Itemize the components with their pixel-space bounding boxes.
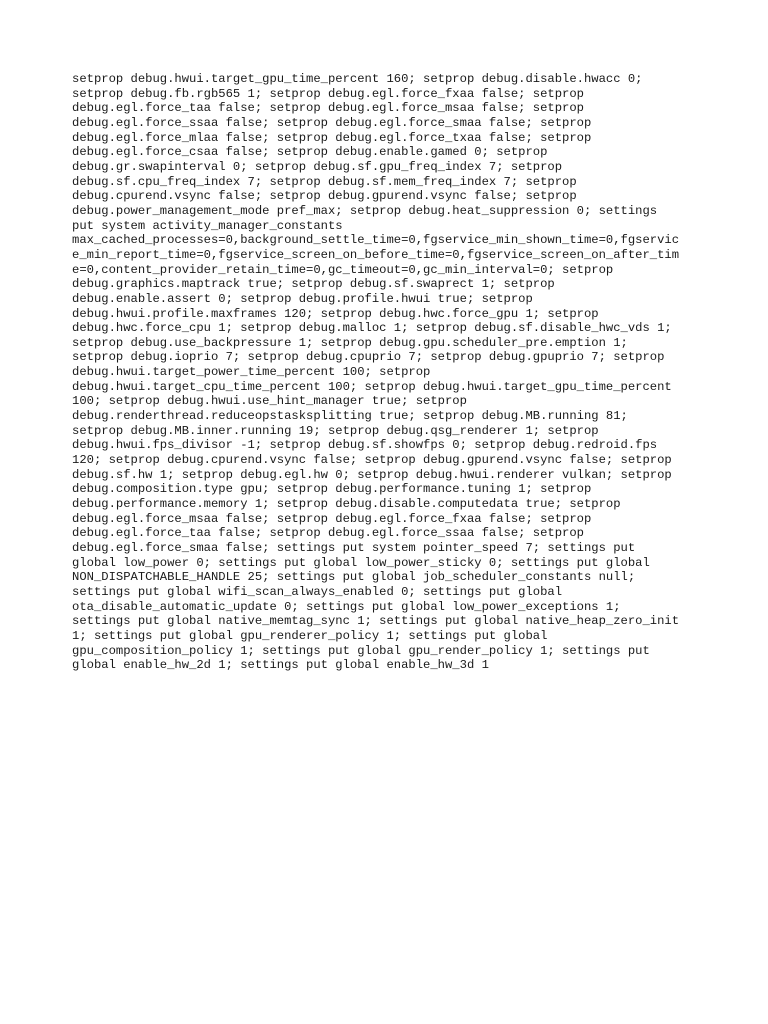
text-line: debug.enable.assert 0; setprop debug.profile.hwui true; setprop [72, 291, 533, 306]
text-line: ota_disable_automatic_update 0; settings put global low_power_exceptions 1; [72, 599, 621, 614]
text-line: debug.egl.force_taa false; setprop debug.egl.force_ssaa false; setprop [72, 526, 584, 541]
text-line: debug.egl.force_taa false; setprop debug.egl.force_msaa false; setprop [72, 101, 584, 116]
text-line: 120; setprop debug.cpurend.vsync false; setprop debug.gpurend.vsync false; setprop [72, 453, 672, 468]
text-line: debug.egl.force_smaa false; settings put system pointer_speed 7; settings put [72, 541, 636, 555]
text-line: settings put global wifi_scan_always_enabled 0; settings put global [72, 584, 563, 599]
text-line: debug.egl.force_mlaa false; setprop debug.egl.force_txaa false; setprop [72, 130, 592, 145]
text-line: setprop debug.ioprio 7; setprop debug.cpuprio 7; setprop debug.gpuprio 7; setprop [72, 350, 665, 365]
text-line: e_min_report_time=0,fgservice_screen_on_before_time=0,fgservice_screen_on_after_tim [72, 247, 680, 262]
text-line: debug.graphics.maptrack true; setprop debug.sf.swaprect 1; setprop [72, 277, 555, 292]
text-line: settings put global native_memtag_sync 1; settings put global native_heap_zero_init [72, 614, 680, 629]
text-line: NON_DISPATCHABLE_HANDLE 25; settings put global job_scheduler_constants null; [72, 570, 636, 585]
text-line: setprop debug.MB.inner.running 19; setprop debug.qsg_renderer 1; setprop [72, 423, 599, 438]
text-line: setprop debug.hwui.target_gpu_time_percent 160; setprop debug.disable.hwacc 0; [72, 72, 643, 86]
text-line: debug.egl.force_ssaa false; setprop debug.egl.force_smaa false; setprop [72, 115, 592, 130]
text-line: setprop debug.fb.rgb565 1; setprop debug.egl.force_fxaa false; setprop [72, 86, 584, 101]
text-line: gpu_composition_policy 1; settings put global gpu_render_policy 1; settings put [72, 643, 650, 658]
text-line: debug.egl.force_csaa false; setprop debug.enable.gamed 0; setprop [72, 145, 548, 160]
text-line: put system activity_manager_constants [72, 218, 343, 233]
text-line: debug.gr.swapinterval 0; setprop debug.sf.gpu_freq_index 7; setprop [72, 159, 563, 174]
text-line: debug.power_management_mode pref_max; setprop debug.heat_suppression 0; settings [72, 203, 658, 218]
text-line: debug.composition.type gpu; setprop debug.performance.tuning 1; setprop [72, 482, 592, 497]
text-line: global enable_hw_2d 1; settings put global enable_hw_3d 1 [72, 658, 489, 673]
command-text-block [72, 72, 702, 673]
text-line: max_cached_processes=0,background_settle_time=0,fgservice_min_shown_time=0,fgservic [72, 233, 680, 248]
text-line: debug.sf.hw 1; setprop debug.egl.hw 0; setprop debug.hwui.renderer vulkan; setprop [72, 467, 672, 482]
text-line: debug.hwc.force_cpu 1; setprop debug.malloc 1; setprop debug.sf.disable_hwc_vds 1; [72, 321, 672, 336]
text-line: debug.hwui.target_power_time_percent 100; setprop [72, 365, 431, 380]
text-line: debug.egl.force_msaa false; setprop debug.egl.force_fxaa false; setprop [72, 511, 592, 526]
text-line: 100; setprop debug.hwui.use_hint_manager true; setprop [72, 394, 467, 409]
text-line: 1; settings put global gpu_renderer_policy 1; settings put global [72, 628, 548, 643]
text-line: debug.performance.memory 1; setprop debug.disable.computedata true; setprop [72, 497, 621, 512]
text-line: debug.hwui.fps_divisor -1; setprop debug.sf.showfps 0; setprop debug.redroid.fps [72, 438, 658, 453]
text-line: global low_power 0; settings put global low_power_sticky 0; settings put global [72, 555, 650, 570]
text-line: debug.hwui.profile.maxframes 120; setprop debug.hwc.force_gpu 1; setprop [72, 306, 599, 321]
text-line: debug.renderthread.reduceopstasksplitting true; setprop debug.MB.running 81; [72, 409, 628, 424]
text-line: debug.sf.cpu_freq_index 7; setprop debug.sf.mem_freq_index 7; setprop [72, 174, 577, 189]
text-line: debug.cpurend.vsync false; setprop debug.gpurend.vsync false; setprop [72, 189, 577, 204]
text-line: debug.hwui.target_cpu_time_percent 100; setprop debug.hwui.target_gpu_time_percent [72, 379, 672, 394]
text-line: e=0,content_provider_retain_time=0,gc_timeout=0,gc_min_interval=0; setprop [72, 262, 614, 277]
text-line: setprop debug.use_backpressure 1; setprop debug.gpu.scheduler_pre.emption 1; [72, 335, 628, 350]
